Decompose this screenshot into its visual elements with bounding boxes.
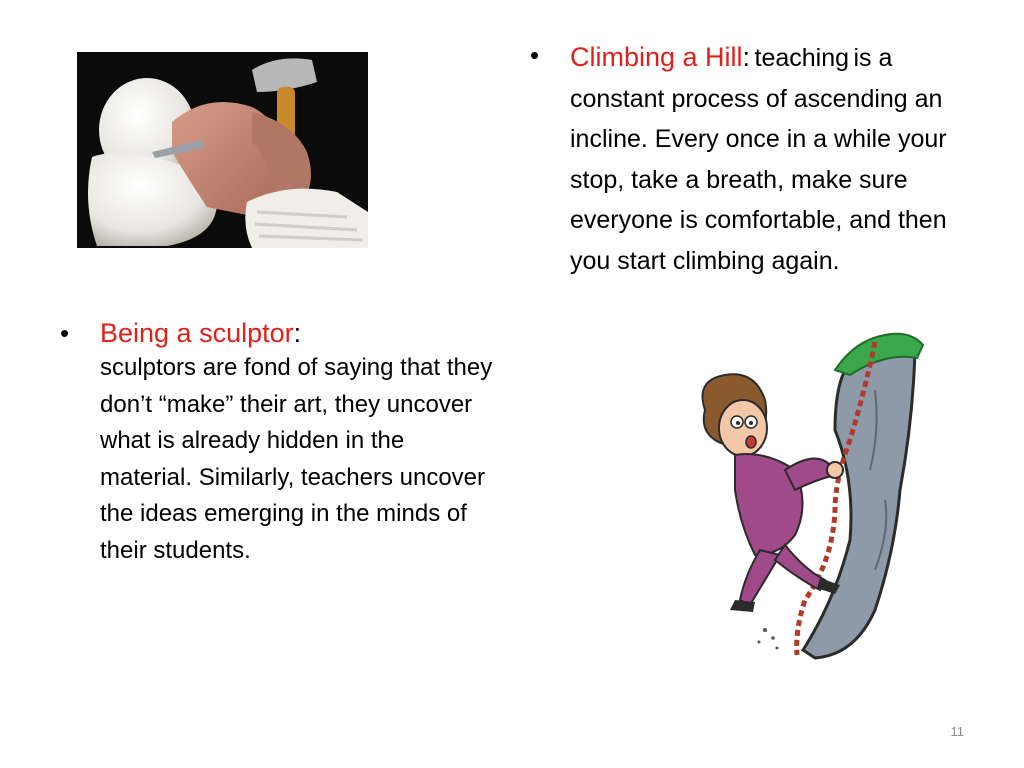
sculpture-photo-illustration bbox=[77, 52, 368, 248]
heading-colon: : bbox=[742, 42, 751, 72]
being-a-sculptor-bullet bbox=[60, 316, 500, 569]
climbing-a-hill-heading: Climbing a Hill bbox=[570, 42, 743, 72]
sculpture-photo bbox=[77, 52, 368, 248]
being-a-sculptor-text: sculptors are fond of saying that they don’t “make” their art, they uncover what is already hidden in the material. Similarly, teachers uncover the ideas emerging in the minds of their students. bbox=[100, 354, 493, 564]
climber-cartoon-illustration bbox=[685, 330, 925, 660]
page-number: 11 bbox=[950, 724, 964, 739]
climbing-a-hill-text: is a constant process of ascending an incline. Every once in a while your stop, take a breath, make sure everyone is comfortable, and then you start climbing again. bbox=[570, 44, 947, 275]
climbing-a-hill-text-first: teaching bbox=[754, 44, 850, 72]
heading-colon: : bbox=[293, 318, 302, 348]
being-a-sculptor-heading: Being a sculptor bbox=[100, 318, 294, 348]
bullet-marker: • bbox=[530, 40, 540, 70]
climber-cartoon bbox=[685, 330, 925, 660]
climbing-a-hill-bullet bbox=[530, 38, 960, 281]
bullet-marker: • bbox=[60, 318, 70, 348]
